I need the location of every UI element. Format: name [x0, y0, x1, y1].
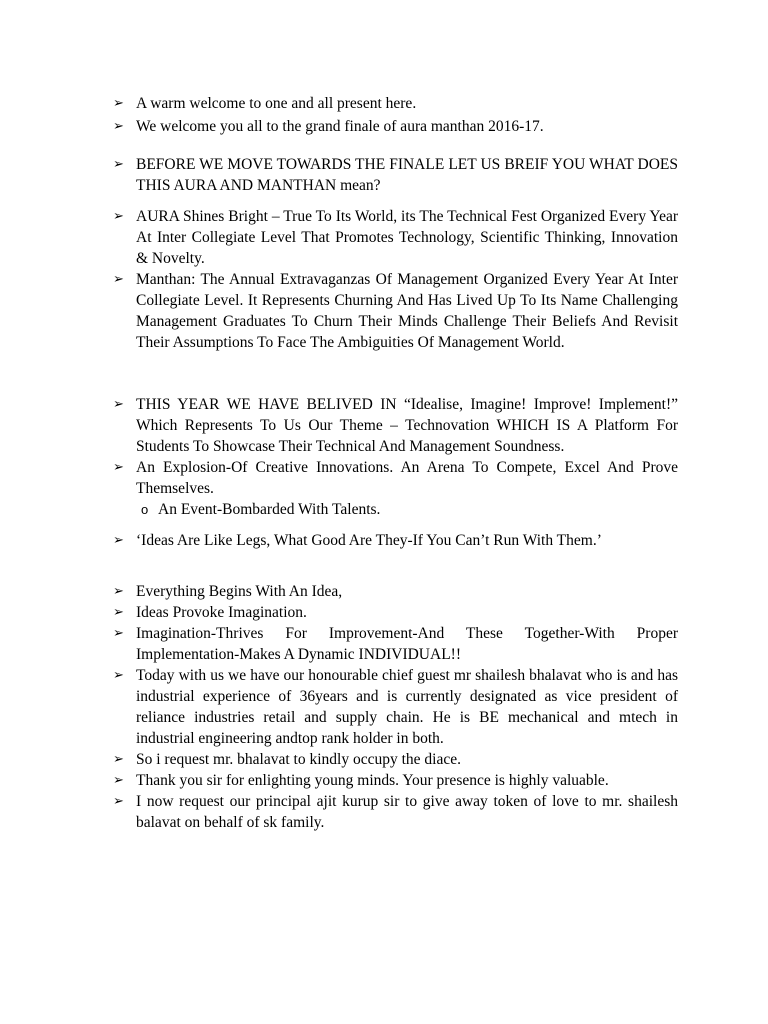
bullet-text: An Explosion-Of Creative Innovations. An Arena To Compete, Excel And Prove Themselves.: [136, 459, 678, 497]
circle-bullet-icon: o: [141, 502, 149, 517]
sub-bullet-text: An Event-Bombarded With Talents.: [158, 501, 381, 518]
bullet-text: BEFORE WE MOVE TOWARDS THE FINALE LET US BREIF YOU WHAT DOES THIS AURA AND MANTHAN mean?: [136, 156, 678, 194]
arrow-bullet-icon: ➢: [113, 157, 124, 172]
arrow-bullet-icon: ➢: [113, 96, 124, 111]
bullet-text: Ideas Provoke Imagination.: [136, 604, 307, 621]
bullet-text: Manthan: The Annual Extravaganzas Of Management Organized Every Year At Inter Collegiate Level. It Represents Churning And Has Lived Up To Its Name Challenging Management Graduates To Churn Their Minds Challenge Their Beliefs And Revisit Their Assumptions To Face The Ambiguities Of Management World.: [136, 271, 678, 351]
bullet-item: [113, 93, 678, 114]
bullet-text: We welcome you all to the grand finale of aura manthan 2016-17.: [136, 118, 544, 135]
arrow-bullet-icon: ➢: [113, 119, 124, 134]
arrow-bullet-icon: ➢: [113, 272, 124, 287]
arrow-bullet-icon: ➢: [113, 584, 124, 599]
bullet-item: [113, 749, 678, 770]
arrow-bullet-icon: ➢: [113, 605, 124, 620]
bullet-text: A warm welcome to one and all present here.: [136, 95, 417, 112]
bullet-item: [113, 581, 678, 602]
bullet-item: [113, 394, 678, 457]
sub-bullet-item: [113, 499, 678, 520]
bullet-text: Thank you sir for enlighting young minds. Your presence is highly valuable.: [136, 772, 609, 789]
bullet-text: So i request mr. bhalavat to kindly occupy the diace.: [136, 751, 461, 768]
arrow-bullet-icon: ➢: [113, 773, 124, 788]
bullet-item: [113, 602, 678, 623]
arrow-bullet-icon: ➢: [113, 626, 124, 641]
bullet-item: [113, 665, 678, 749]
bullet-item: [113, 623, 678, 665]
bullet-list-3: [113, 394, 678, 551]
arrow-bullet-icon: ➢: [113, 397, 124, 412]
bullet-text: THIS YEAR WE HAVE BELIVED IN “Idealise, Imagine! Improve! Implement!” Which Represents To Us Our Theme – Technovation WHICH IS A Platform For Students To Showcase Their Technical And Management Soundness.: [136, 396, 678, 455]
bullet-text: Today with us we have our honourable chief guest mr shailesh bhalavat who is and has industrial experience of 36years and is currently designated as vice president of reliance industries retail and supply chain. He is BE mechanical and mtech in industrial engineering andtop rank holder in both.: [136, 667, 678, 747]
bullet-item: [113, 530, 678, 551]
arrow-bullet-icon: ➢: [113, 668, 124, 683]
bullet-item: [113, 791, 678, 833]
bullet-item: [113, 770, 678, 791]
bullet-text: AURA Shines Bright – True To Its World, its The Technical Fest Organized Every Year At Inter Collegiate Level That Promotes Technology, Scientific Thinking, Innovation & Novelty.: [136, 208, 678, 267]
bullet-text: Everything Begins With An Idea,: [136, 583, 343, 600]
bullet-text: I now request our principal ajit kurup sir to give away token of love to mr. shailesh balavat on behalf of sk family.: [136, 793, 678, 831]
bullet-item: [113, 206, 678, 269]
arrow-bullet-icon: ➢: [113, 209, 124, 224]
bullet-item: [113, 457, 678, 499]
bullet-text: Imagination-Thrives For Improvement-And These Together-With Proper Implementation-Makes A Dynamic INDIVIDUAL!!: [136, 625, 678, 663]
bullet-item: [113, 269, 678, 353]
arrow-bullet-icon: ➢: [113, 460, 124, 475]
bullet-list-4: [113, 581, 678, 833]
arrow-bullet-icon: ➢: [113, 533, 124, 548]
bullet-item: [113, 154, 678, 196]
arrow-bullet-icon: ➢: [113, 794, 124, 809]
bullet-text: ‘Ideas Are Like Legs, What Good Are They-If You Can’t Run With Them.’: [136, 532, 602, 549]
bullet-item: [113, 116, 678, 137]
arrow-bullet-icon: ➢: [113, 752, 124, 767]
bullet-list-1: [113, 93, 678, 137]
bullet-list-2: [113, 154, 678, 353]
